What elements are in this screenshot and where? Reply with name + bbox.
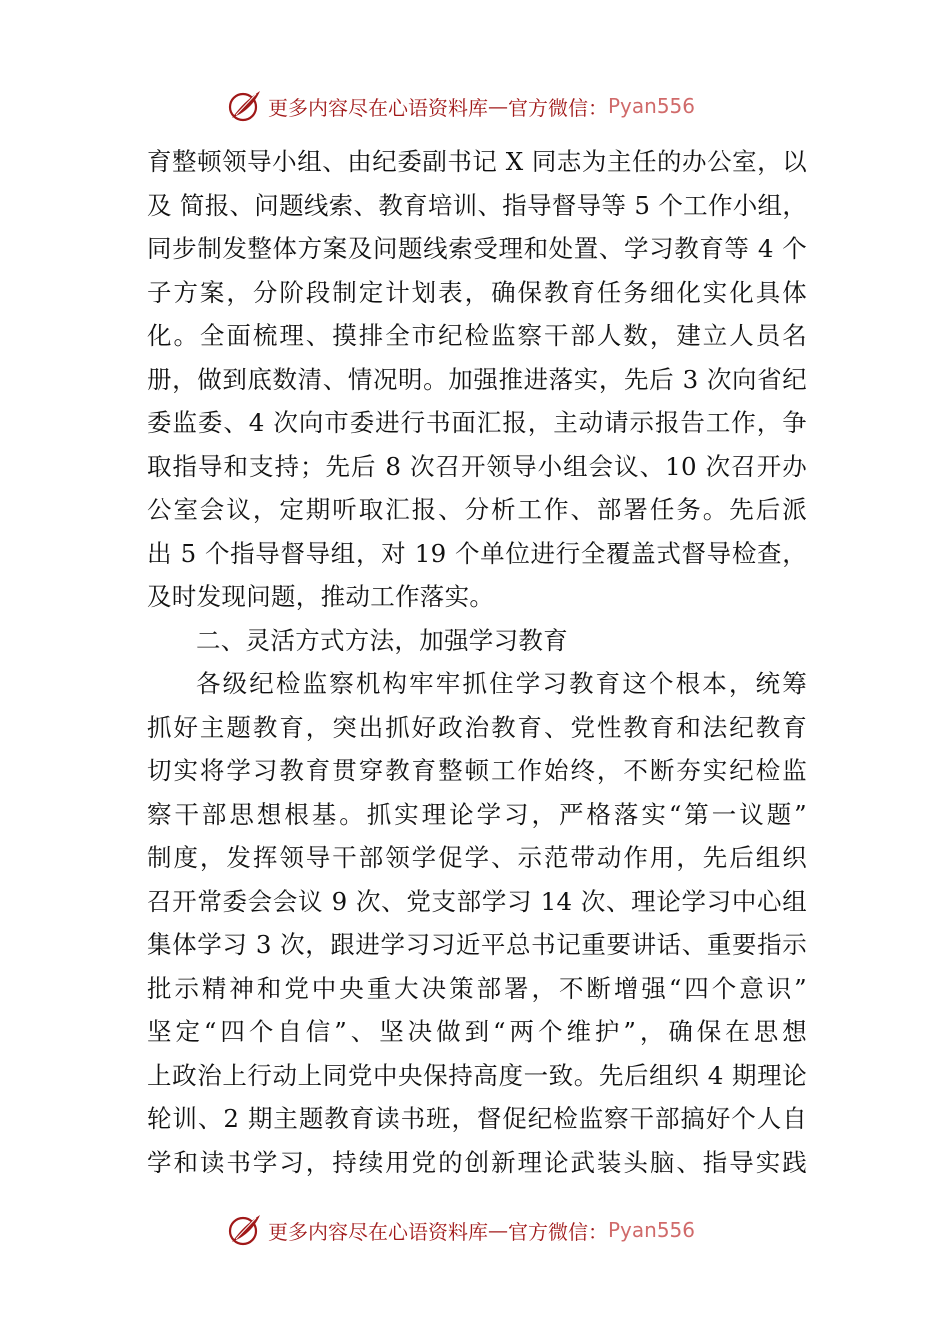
body-line: 出 5 个指导督导组，对 19 个单位进行全覆盖式督导检查，: [147, 538, 807, 568]
body-line: 公室会议，定期听取汇报、分析工作、部署任务。先后派: [147, 495, 807, 524]
watermark-label: 官方微信：: [508, 1219, 608, 1244]
body-line: 轮训、2 期主题教育读书班，督促纪检监察干部搞好个人自: [147, 1104, 807, 1133]
watermark-label: 官方微信：: [508, 95, 608, 120]
body-line: 子方案，分阶段制定计划表，确保教育任务细化实化具体: [147, 277, 807, 307]
body-line: 学和读书学习，持续用党的创新理论武装头脑、指导实践: [147, 1147, 807, 1177]
quill-logo-icon: [226, 1212, 264, 1248]
body-line: 及时发现问题，推动工作落实。: [147, 582, 495, 611]
body-line: 制度，发挥领导干部领学促学、示范带动作用，先后组织: [147, 843, 807, 872]
body-line: 各级纪检监察机构牢牢抓住学习教育这个根本，统筹: [196, 669, 807, 698]
watermark-separator: —: [488, 94, 508, 118]
quill-logo-icon: [226, 88, 264, 124]
body-line: 取指导和支持；先后 8 次召开领导小组会议、10 次召开办: [147, 451, 807, 481]
header-watermark: [226, 88, 695, 124]
document-body: [147, 140, 807, 1184]
body-line: 育整顿领导小组、由纪委副书记 X 同志为主任的办公室，以: [147, 147, 807, 176]
body-line: 册，做到底数清、情况明。加强推进落实，先后 3 次向省纪: [147, 364, 807, 394]
body-line: 召开常委会会议 9 次、党支部学习 14 次、理论学习中心组: [147, 886, 807, 916]
footer-watermark: [226, 1212, 695, 1248]
body-line: 化。全面梳理、摸排全市纪检监察干部人数，建立人员名: [147, 321, 807, 350]
body-line: 集体学习 3 次，跟进学习习近平总书记重要讲话、重要指示: [147, 930, 807, 959]
body-line: 委监委、4 次向市委进行书面汇报，主动请示报告工作，争: [147, 408, 807, 437]
body-line: 上政治上行动上同党中央保持高度一致。先后组织 4 期理论: [147, 1060, 807, 1090]
watermark-separator: —: [488, 1218, 508, 1242]
body-line: 及 简报、问题线索、教育培训、指导督导等 5 个工作小组，: [147, 190, 808, 220]
body-line: 察干部思想根基。抓实理论学习，严格落实“第一议题”: [147, 799, 807, 829]
section-heading: 二、灵活方式方法，加强学习教育: [196, 625, 568, 655]
body-line: 抓好主题教育，突出抓好政治教育、党性教育和法纪教育: [147, 712, 807, 742]
body-line: 同步制发整体方案及问题线索受理和处置、学习教育等 4 个: [147, 234, 807, 263]
body-line: 坚定“四个自信”、坚决做到“两个维护”，确保在思想: [147, 1017, 807, 1046]
body-line: 切实将学习教育贯穿教育整顿工作始终，不断夯实纪检监: [147, 756, 807, 785]
watermark-text: 更多内容尽在心语资料库: [268, 95, 488, 120]
watermark-text: 更多内容尽在心语资料库: [268, 1219, 488, 1244]
watermark-wechat-id: Pyan556: [608, 1218, 696, 1242]
body-line: 批示精神和党中央重大决策部署，不断增强“四个意识”: [147, 973, 807, 1003]
watermark-wechat-id: Pyan556: [608, 94, 696, 118]
